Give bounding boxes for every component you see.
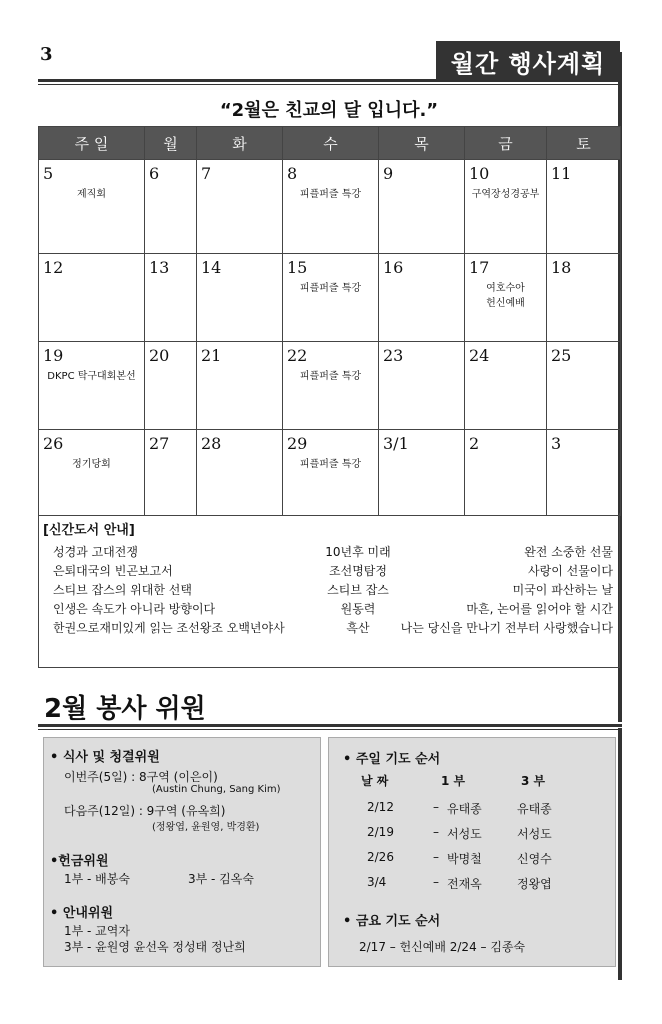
book-title: 흑산 bbox=[346, 621, 370, 635]
day-number: 8 bbox=[287, 164, 298, 183]
calendar-day-cell bbox=[465, 430, 547, 516]
page-title: 월간 행사계획 bbox=[436, 41, 620, 81]
meal-next-week-names: (정왕엽, 윤원영, 박경환) bbox=[152, 822, 260, 833]
day-number: 11 bbox=[551, 164, 572, 183]
day-event: 피플퍼즐 특강 bbox=[299, 459, 362, 470]
calendar-day-cell bbox=[39, 342, 145, 430]
meal-heading: • 식사 및 청결위원 bbox=[50, 750, 160, 765]
day-number: 3/1 bbox=[383, 434, 409, 453]
day-event: 여호수아 헌신예배 bbox=[486, 283, 525, 309]
prayer-cell: – bbox=[433, 850, 439, 864]
calendar-day-cell bbox=[197, 254, 283, 342]
calendar-day-cell bbox=[547, 160, 621, 254]
day-event: 피플퍼즐 특강 bbox=[299, 283, 362, 294]
day-number: 19 bbox=[43, 346, 64, 365]
prayer-cell: 2/19 bbox=[367, 825, 394, 839]
column-header: 3 부 bbox=[521, 774, 546, 788]
day-event: 정기당회 bbox=[72, 459, 111, 470]
book-title: 스티브 잡스 bbox=[327, 583, 389, 597]
day-number: 26 bbox=[43, 434, 64, 453]
divider bbox=[38, 79, 622, 82]
meal-this-week-names: (Austin Chung, Sang Kim) bbox=[152, 784, 281, 795]
calendar-day-cell bbox=[465, 342, 547, 430]
calendar-day-cell bbox=[197, 160, 283, 254]
column-header: 1 부 bbox=[441, 774, 466, 788]
weekday-header: 목 bbox=[379, 127, 465, 160]
prayer-cell: 정왕엽 bbox=[517, 877, 552, 891]
prayer-column-headers bbox=[329, 772, 615, 790]
day-number: 17 bbox=[469, 258, 490, 277]
book-title: 나는 당신을 만나기 전부터 사랑했습니다 bbox=[400, 621, 613, 635]
book-row bbox=[53, 543, 613, 561]
page-number: 3 bbox=[40, 44, 53, 65]
calendar-day-cell bbox=[379, 160, 465, 254]
book-title: 10년후 미래 bbox=[325, 545, 391, 559]
day-number: 23 bbox=[383, 346, 404, 365]
book-title: 마흔, 논어를 읽어야 할 시간 bbox=[466, 602, 613, 616]
day-event: 구역장성경공부 bbox=[471, 189, 540, 200]
weekday-header: 화 bbox=[197, 127, 283, 160]
calendar-day-cell bbox=[379, 254, 465, 342]
prayer-cell: 3/4 bbox=[367, 875, 387, 889]
books-title: [신간도서 안내] bbox=[43, 523, 135, 538]
book-row bbox=[53, 600, 613, 618]
day-number: 13 bbox=[149, 258, 170, 277]
day-number: 22 bbox=[287, 346, 308, 365]
weekday-header: 주 일 bbox=[39, 127, 145, 160]
prayer-cell: 서성도 bbox=[447, 827, 482, 841]
day-number: 12 bbox=[43, 258, 64, 277]
calendar-day-cell bbox=[283, 254, 379, 342]
day-number: 24 bbox=[469, 346, 490, 365]
day-number: 3 bbox=[551, 434, 562, 453]
book-row bbox=[53, 619, 613, 637]
prayer-cell: 신영수 bbox=[517, 852, 552, 866]
prayer-cell: 유태종 bbox=[447, 802, 482, 816]
calendar-day-cell bbox=[283, 342, 379, 430]
sunday-prayer-heading: • 주일 기도 순서 bbox=[343, 752, 441, 767]
book-title: 미국이 파산하는 날 bbox=[512, 583, 613, 597]
calendar-day-cell bbox=[547, 342, 621, 430]
calendar-week-row bbox=[39, 254, 621, 342]
calendar-day-cell bbox=[145, 254, 197, 342]
monthly-motto: “2월은 친교의 달 입니다.” bbox=[219, 100, 439, 121]
weekday-header: 수 bbox=[283, 127, 379, 160]
frame-border bbox=[618, 728, 622, 980]
volunteer-panel-left bbox=[43, 737, 321, 967]
calendar-day-cell bbox=[39, 254, 145, 342]
day-event: 피플퍼즐 특강 bbox=[299, 371, 362, 382]
day-number: 20 bbox=[149, 346, 170, 365]
book-row bbox=[53, 562, 613, 580]
day-number: 14 bbox=[201, 258, 222, 277]
calendar-day-cell bbox=[547, 254, 621, 342]
weekday-header: 월 bbox=[145, 127, 197, 160]
calendar-day-cell bbox=[283, 160, 379, 254]
day-number: 6 bbox=[149, 164, 160, 183]
column-header: 날 짜 bbox=[361, 774, 389, 788]
day-event: 피플퍼즐 특강 bbox=[299, 189, 362, 200]
prayer-row bbox=[329, 850, 615, 868]
calendar-day-cell bbox=[145, 342, 197, 430]
calendar-week-row bbox=[39, 430, 621, 516]
book-title: 한권으로재미있게 읽는 조선왕조 오백년야사 bbox=[53, 621, 285, 635]
book-title: 스티브 잡스의 위대한 선택 bbox=[53, 583, 192, 597]
calendar-day-cell bbox=[39, 160, 145, 254]
book-title: 조선명탐정 bbox=[329, 564, 387, 578]
book-title: 인생은 속도가 아니라 방향이다 bbox=[53, 602, 216, 616]
day-number: 7 bbox=[201, 164, 212, 183]
weekday-header: 금 bbox=[465, 127, 547, 160]
meal-this-week: 이번주(5일) : 8구역 (이은이) bbox=[64, 770, 218, 784]
prayer-cell: – bbox=[433, 875, 439, 889]
friday-prayer-text: 2/17 – 헌신예배 2/24 – 김종숙 bbox=[359, 940, 526, 954]
calendar-week-row bbox=[39, 342, 621, 430]
calendar-day-cell bbox=[283, 430, 379, 516]
book-title: 완전 소중한 선물 bbox=[524, 545, 613, 559]
new-books-section bbox=[38, 513, 620, 668]
prayer-cell: 서성도 bbox=[517, 827, 552, 841]
calendar-day-cell bbox=[379, 430, 465, 516]
prayer-cell: – bbox=[433, 825, 439, 839]
day-number: 15 bbox=[287, 258, 308, 277]
usher-service1: 1부 - 교역자 bbox=[64, 924, 130, 938]
day-number: 27 bbox=[149, 434, 170, 453]
book-row bbox=[53, 581, 613, 599]
meal-next-week: 다음주(12일) : 9구역 (유옥희) bbox=[64, 804, 226, 818]
volunteers-title: 2월 봉사 위원 bbox=[44, 694, 206, 724]
day-number: 10 bbox=[469, 164, 490, 183]
prayer-row bbox=[329, 875, 615, 893]
prayer-cell: 박명철 bbox=[447, 852, 482, 866]
day-number: 9 bbox=[383, 164, 394, 183]
offering-heading: •헌금위원 bbox=[50, 854, 109, 869]
prayer-row bbox=[329, 825, 615, 843]
calendar-week-row bbox=[39, 160, 621, 254]
prayer-cell: 2/12 bbox=[367, 800, 394, 814]
day-number: 29 bbox=[287, 434, 308, 453]
calendar-day-cell bbox=[197, 342, 283, 430]
day-number: 18 bbox=[551, 258, 572, 277]
calendar-day-cell bbox=[379, 342, 465, 430]
prayer-cell: – bbox=[433, 800, 439, 814]
calendar-day-cell bbox=[465, 160, 547, 254]
divider bbox=[38, 84, 622, 85]
day-number: 16 bbox=[383, 258, 404, 277]
book-title: 은퇴대국의 빈곤보고서 bbox=[53, 564, 173, 578]
offering-service1: 1부 - 배봉숙 bbox=[64, 872, 130, 886]
day-event: 제직회 bbox=[77, 189, 106, 200]
weekday-header-row bbox=[39, 127, 621, 160]
day-number: 21 bbox=[201, 346, 222, 365]
day-number: 28 bbox=[201, 434, 222, 453]
divider bbox=[38, 729, 622, 730]
friday-prayer-heading: • 금요 기도 순서 bbox=[343, 914, 441, 929]
usher-service3: 3부 - 윤원영 윤선옥 정성태 정난희 bbox=[64, 940, 246, 954]
prayer-cell: 2/26 bbox=[367, 850, 394, 864]
book-title: 성경과 고대전쟁 bbox=[53, 545, 138, 559]
prayer-cell: 전재옥 bbox=[447, 877, 482, 891]
volunteer-panel-right bbox=[328, 737, 616, 967]
calendar-table bbox=[38, 126, 621, 516]
weekday-header: 토 bbox=[547, 127, 621, 160]
prayer-row bbox=[329, 800, 615, 818]
calendar-day-cell bbox=[465, 254, 547, 342]
divider bbox=[38, 724, 622, 727]
calendar-day-cell bbox=[145, 160, 197, 254]
day-number: 5 bbox=[43, 164, 54, 183]
day-number: 2 bbox=[469, 434, 480, 453]
book-title: 원동력 bbox=[340, 602, 376, 616]
calendar-day-cell bbox=[145, 430, 197, 516]
prayer-cell: 유태종 bbox=[517, 802, 552, 816]
day-number: 25 bbox=[551, 346, 572, 365]
usher-heading: • 안내위원 bbox=[50, 906, 114, 921]
day-event: DKPC 탁구대회본선 bbox=[47, 371, 136, 382]
calendar-day-cell bbox=[197, 430, 283, 516]
calendar-day-cell bbox=[39, 430, 145, 516]
calendar-day-cell bbox=[547, 430, 621, 516]
book-title: 사랑이 선물이다 bbox=[528, 564, 613, 578]
offering-service3: 3부 - 김옥숙 bbox=[188, 872, 254, 886]
